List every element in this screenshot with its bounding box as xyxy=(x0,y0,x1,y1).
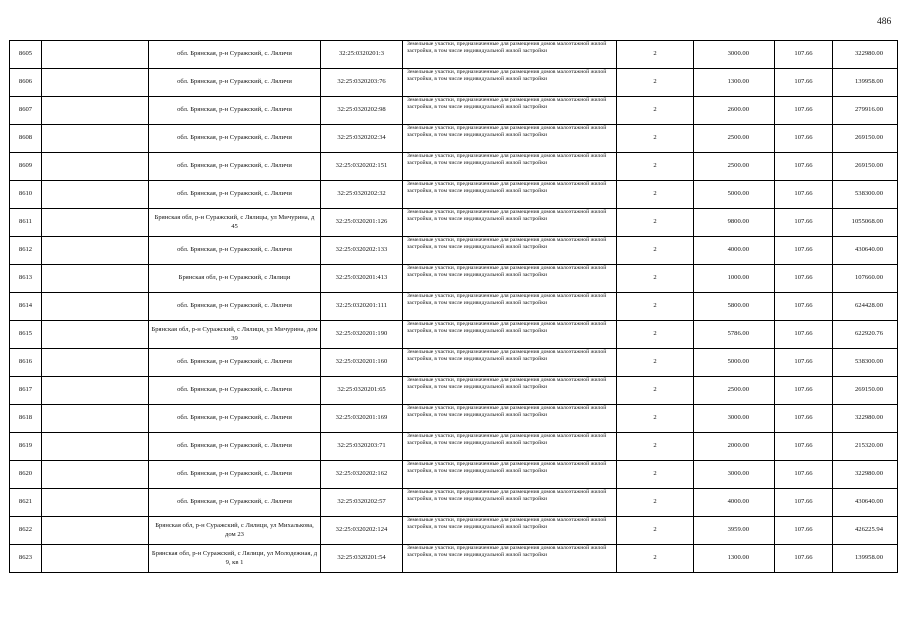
table-row xyxy=(10,489,898,517)
row-number-cell: 8622 xyxy=(10,517,42,545)
table-row xyxy=(10,321,898,349)
cadastral-number-cell: 32:25:0320202:34 xyxy=(321,125,403,153)
land-use-purpose-cell: Земельные участки, предназначенные для размещения домов малоэтажной жилой застройки, в том числе индивидуальной жилой застройки xyxy=(403,181,617,209)
area-cell: 2000.00 xyxy=(694,433,775,461)
category-cell: 2 xyxy=(617,321,694,349)
table-body xyxy=(10,41,898,573)
land-use-purpose-cell: Земельные участки, предназначенные для размещения домов малоэтажной жилой застройки, в том числе индивидуальной жилой застройки xyxy=(403,265,617,293)
land-use-purpose-cell: Земельные участки, предназначенные для размещения домов малоэтажной жилой застройки, в том числе индивидуальной жилой застройки xyxy=(403,321,617,349)
land-use-purpose-cell: Земельные участки, предназначенные для размещения домов малоэтажной жилой застройки, в том числе индивидуальной жилой застройки xyxy=(403,517,617,545)
area-cell: 1000.00 xyxy=(694,265,775,293)
rate-cell: 107.66 xyxy=(775,349,833,377)
address-cell: Брянская обл, р-н Суражский, с Лялици, ул Михалькова, дом 23 xyxy=(149,517,321,545)
blank-cell xyxy=(42,265,149,293)
address-cell: обл. Брянская, р-н Суражский, с. Ляличи xyxy=(149,349,321,377)
blank-cell xyxy=(42,41,149,69)
blank-cell xyxy=(42,517,149,545)
land-use-purpose-cell: Земельные участки, предназначенные для размещения домов малоэтажной жилой застройки, в том числе индивидуальной жилой застройки xyxy=(403,153,617,181)
table-row xyxy=(10,181,898,209)
category-cell: 2 xyxy=(617,433,694,461)
rate-cell: 107.66 xyxy=(775,41,833,69)
cadastral-cost-cell: 1055068.00 xyxy=(833,209,898,237)
row-number-cell: 8612 xyxy=(10,237,42,265)
area-cell: 4000.00 xyxy=(694,237,775,265)
category-cell: 2 xyxy=(617,377,694,405)
rate-cell: 107.66 xyxy=(775,125,833,153)
cadastral-number-cell: 32:25:0320202:133 xyxy=(321,237,403,265)
category-cell: 2 xyxy=(617,125,694,153)
table-row xyxy=(10,517,898,545)
table-row xyxy=(10,69,898,97)
table-row xyxy=(10,97,898,125)
blank-cell xyxy=(42,377,149,405)
land-use-purpose-cell: Земельные участки, предназначенные для размещения домов малоэтажной жилой застройки, в том числе индивидуальной жилой застройки xyxy=(403,545,617,573)
address-cell: обл. Брянская, р-н Суражский, с. Ляличи xyxy=(149,293,321,321)
blank-cell xyxy=(42,405,149,433)
rate-cell: 107.66 xyxy=(775,545,833,573)
cadastral-number-cell: 32:25:0320201:65 xyxy=(321,377,403,405)
cadastral-cost-cell: 538300.00 xyxy=(833,349,898,377)
table-row xyxy=(10,209,898,237)
rate-cell: 107.66 xyxy=(775,377,833,405)
cadastral-cost-cell: 269150.00 xyxy=(833,153,898,181)
area-cell: 3000.00 xyxy=(694,461,775,489)
category-cell: 2 xyxy=(617,69,694,97)
address-cell: обл. Брянская, р-н Суражский, с. Ляличи xyxy=(149,489,321,517)
cadastral-number-cell: 32:25:0320201:111 xyxy=(321,293,403,321)
land-use-purpose-cell: Земельные участки, предназначенные для размещения домов малоэтажной жилой застройки, в том числе индивидуальной жилой застройки xyxy=(403,97,617,125)
area-cell: 2500.00 xyxy=(694,377,775,405)
table-row xyxy=(10,41,898,69)
cadastral-cost-cell: 430640.00 xyxy=(833,489,898,517)
row-number-cell: 8609 xyxy=(10,153,42,181)
land-use-purpose-cell: Земельные участки, предназначенные для размещения домов малоэтажной жилой застройки, в том числе индивидуальной жилой застройки xyxy=(403,237,617,265)
rate-cell: 107.66 xyxy=(775,433,833,461)
rate-cell: 107.66 xyxy=(775,69,833,97)
row-number-cell: 8615 xyxy=(10,321,42,349)
address-cell: Брянская обл, р-н Суражский, с Лялицы, ул Мичурина, д 45 xyxy=(149,209,321,237)
land-use-purpose-cell: Земельные участки, предназначенные для размещения домов малоэтажной жилой застройки, в том числе индивидуальной жилой застройки xyxy=(403,69,617,97)
address-cell: Брянская обл, р-н Суражский, с Лялици, ул Молодежная, д 9, кв 1 xyxy=(149,545,321,573)
blank-cell xyxy=(42,545,149,573)
category-cell: 2 xyxy=(617,461,694,489)
blank-cell xyxy=(42,461,149,489)
category-cell: 2 xyxy=(617,517,694,545)
rate-cell: 107.66 xyxy=(775,489,833,517)
row-number-cell: 8618 xyxy=(10,405,42,433)
category-cell: 2 xyxy=(617,41,694,69)
cadastral-number-cell: 32:25:0320202:124 xyxy=(321,517,403,545)
cadastral-number-cell: 32:25:0320201:413 xyxy=(321,265,403,293)
blank-cell xyxy=(42,153,149,181)
cadastral-cost-cell: 426225.94 xyxy=(833,517,898,545)
cadastral-number-cell: 32:25:0320201:3 xyxy=(321,41,403,69)
cadastral-number-cell: 32:25:0320201:190 xyxy=(321,321,403,349)
land-use-purpose-cell: Земельные участки, предназначенные для размещения домов малоэтажной жилой застройки, в том числе индивидуальной жилой застройки xyxy=(403,125,617,153)
blank-cell xyxy=(42,237,149,265)
cadastral-cost-cell: 139958.00 xyxy=(833,69,898,97)
blank-cell xyxy=(42,97,149,125)
cadastral-cost-cell: 322980.00 xyxy=(833,461,898,489)
cadastral-cost-cell: 107660.00 xyxy=(833,265,898,293)
address-cell: обл. Брянская, р-н Суражский, с. Ляличи xyxy=(149,433,321,461)
cadastral-cost-cell: 430640.00 xyxy=(833,237,898,265)
area-cell: 5000.00 xyxy=(694,181,775,209)
row-number-cell: 8610 xyxy=(10,181,42,209)
category-cell: 2 xyxy=(617,237,694,265)
cadastral-number-cell: 32:25:0320203:76 xyxy=(321,69,403,97)
area-cell: 5000.00 xyxy=(694,349,775,377)
address-cell: обл. Брянская, р-н Суражский, с. Ляличи xyxy=(149,97,321,125)
category-cell: 2 xyxy=(617,209,694,237)
cadastral-cost-cell: 139958.00 xyxy=(833,545,898,573)
address-cell: обл. Брянская, р-н Суражский, с. Ляличи xyxy=(149,237,321,265)
rate-cell: 107.66 xyxy=(775,153,833,181)
table-row xyxy=(10,433,898,461)
cadastral-cost-cell: 269150.00 xyxy=(833,377,898,405)
table-row xyxy=(10,125,898,153)
cadastral-cost-cell: 538300.00 xyxy=(833,181,898,209)
cadastral-cost-cell: 279916.00 xyxy=(833,97,898,125)
address-cell: обл. Брянская, р-н Суражский, с. Ляличи xyxy=(149,153,321,181)
land-use-purpose-cell: Земельные участки, предназначенные для размещения домов малоэтажной жилой застройки, в том числе индивидуальной жилой застройки xyxy=(403,461,617,489)
table-row xyxy=(10,349,898,377)
address-cell: обл. Брянская, р-н Суражский, с. Ляличи xyxy=(149,181,321,209)
blank-cell xyxy=(42,433,149,461)
address-cell: обл. Брянская, р-н Суражский, с. Ляличи xyxy=(149,69,321,97)
table-row xyxy=(10,293,898,321)
table-row xyxy=(10,461,898,489)
category-cell: 2 xyxy=(617,405,694,433)
blank-cell xyxy=(42,125,149,153)
blank-cell xyxy=(42,489,149,517)
land-use-purpose-cell: Земельные участки, предназначенные для размещения домов малоэтажной жилой застройки, в том числе индивидуальной жилой застройки xyxy=(403,405,617,433)
table-row xyxy=(10,237,898,265)
cadastral-value-table xyxy=(9,40,898,573)
row-number-cell: 8617 xyxy=(10,377,42,405)
category-cell: 2 xyxy=(617,265,694,293)
cadastral-number-cell: 32:25:0320203:71 xyxy=(321,433,403,461)
row-number-cell: 8621 xyxy=(10,489,42,517)
land-use-purpose-cell: Земельные участки, предназначенные для размещения домов малоэтажной жилой застройки, в том числе индивидуальной жилой застройки xyxy=(403,349,617,377)
area-cell: 2500.00 xyxy=(694,125,775,153)
cadastral-number-cell: 32:25:0320201:126 xyxy=(321,209,403,237)
cadastral-number-cell: 32:25:0320201:54 xyxy=(321,545,403,573)
address-cell: Брянская обл, р-н Суражский, с Лялици, ул Мичурина, дом 39 xyxy=(149,321,321,349)
area-cell: 1300.00 xyxy=(694,545,775,573)
row-number-cell: 8611 xyxy=(10,209,42,237)
cadastral-number-cell: 32:25:0320202:98 xyxy=(321,97,403,125)
cadastral-number-cell: 32:25:0320202:162 xyxy=(321,461,403,489)
category-cell: 2 xyxy=(617,489,694,517)
cadastral-cost-cell: 624428.00 xyxy=(833,293,898,321)
cadastral-number-cell: 32:25:0320202:57 xyxy=(321,489,403,517)
cadastral-cost-cell: 322980.00 xyxy=(833,41,898,69)
table-row xyxy=(10,153,898,181)
area-cell: 3000.00 xyxy=(694,41,775,69)
cadastral-number-cell: 32:25:0320202:32 xyxy=(321,181,403,209)
cadastral-cost-cell: 215320.00 xyxy=(833,433,898,461)
land-use-purpose-cell: Земельные участки, предназначенные для размещения домов малоэтажной жилой застройки, в том числе индивидуальной жилой застройки xyxy=(403,433,617,461)
address-cell: обл. Брянская, р-н Суражский, с. Ляличи xyxy=(149,405,321,433)
blank-cell xyxy=(42,321,149,349)
address-cell: обл. Брянская, р-н Суражский, с. Ляличи xyxy=(149,41,321,69)
cadastral-number-cell: 32:25:0320201:169 xyxy=(321,405,403,433)
address-cell: обл. Брянская, р-н Суражский, с. Ляличи xyxy=(149,377,321,405)
area-cell: 9800.00 xyxy=(694,209,775,237)
land-use-purpose-cell: Земельные участки, предназначенные для размещения домов малоэтажной жилой застройки, в том числе индивидуальной жилой застройки xyxy=(403,41,617,69)
area-cell: 5800.00 xyxy=(694,293,775,321)
address-cell: обл. Брянская, р-н Суражский, с. Ляличи xyxy=(149,125,321,153)
row-number-cell: 8605 xyxy=(10,41,42,69)
rate-cell: 107.66 xyxy=(775,265,833,293)
row-number-cell: 8613 xyxy=(10,265,42,293)
area-cell: 1300.00 xyxy=(694,69,775,97)
rate-cell: 107.66 xyxy=(775,237,833,265)
table-row xyxy=(10,545,898,573)
area-cell: 2500.00 xyxy=(694,153,775,181)
category-cell: 2 xyxy=(617,181,694,209)
blank-cell xyxy=(42,209,149,237)
category-cell: 2 xyxy=(617,545,694,573)
cadastral-cost-cell: 322980.00 xyxy=(833,405,898,433)
category-cell: 2 xyxy=(617,293,694,321)
rate-cell: 107.66 xyxy=(775,97,833,125)
area-cell: 2600.00 xyxy=(694,97,775,125)
address-cell: Брянская обл, р-н Суражский, с Лялици xyxy=(149,265,321,293)
area-cell: 3000.00 xyxy=(694,405,775,433)
row-number-cell: 8608 xyxy=(10,125,42,153)
row-number-cell: 8606 xyxy=(10,69,42,97)
rate-cell: 107.66 xyxy=(775,321,833,349)
category-cell: 2 xyxy=(617,97,694,125)
cadastral-number-cell: 32:25:0320201:160 xyxy=(321,349,403,377)
land-use-purpose-cell: Земельные участки, предназначенные для размещения домов малоэтажной жилой застройки, в том числе индивидуальной жилой застройки xyxy=(403,489,617,517)
area-cell: 4000.00 xyxy=(694,489,775,517)
blank-cell xyxy=(42,349,149,377)
land-use-purpose-cell: Земельные участки, предназначенные для размещения домов малоэтажной жилой застройки, в том числе индивидуальной жилой застройки xyxy=(403,293,617,321)
row-number-cell: 8623 xyxy=(10,545,42,573)
row-number-cell: 8614 xyxy=(10,293,42,321)
address-cell: обл. Брянская, р-н Суражский, с. Ляличи xyxy=(149,461,321,489)
rate-cell: 107.66 xyxy=(775,209,833,237)
cadastral-cost-cell: 622920.76 xyxy=(833,321,898,349)
page-number: 486 xyxy=(877,17,892,27)
category-cell: 2 xyxy=(617,349,694,377)
cadastral-cost-cell: 269150.00 xyxy=(833,125,898,153)
blank-cell xyxy=(42,69,149,97)
table-row xyxy=(10,405,898,433)
rate-cell: 107.66 xyxy=(775,181,833,209)
rate-cell: 107.66 xyxy=(775,293,833,321)
blank-cell xyxy=(42,181,149,209)
rate-cell: 107.66 xyxy=(775,405,833,433)
area-cell: 5786.00 xyxy=(694,321,775,349)
cadastral-number-cell: 32:25:0320202:151 xyxy=(321,153,403,181)
blank-cell xyxy=(42,293,149,321)
area-cell: 3959.00 xyxy=(694,517,775,545)
table-row xyxy=(10,265,898,293)
row-number-cell: 8607 xyxy=(10,97,42,125)
rate-cell: 107.66 xyxy=(775,517,833,545)
rate-cell: 107.66 xyxy=(775,461,833,489)
row-number-cell: 8619 xyxy=(10,433,42,461)
row-number-cell: 8620 xyxy=(10,461,42,489)
row-number-cell: 8616 xyxy=(10,349,42,377)
table-row xyxy=(10,377,898,405)
land-use-purpose-cell: Земельные участки, предназначенные для размещения домов малоэтажной жилой застройки, в том числе индивидуальной жилой застройки xyxy=(403,377,617,405)
land-use-purpose-cell: Земельные участки, предназначенные для размещения домов малоэтажной жилой застройки, в том числе индивидуальной жилой застройки xyxy=(403,209,617,237)
category-cell: 2 xyxy=(617,153,694,181)
